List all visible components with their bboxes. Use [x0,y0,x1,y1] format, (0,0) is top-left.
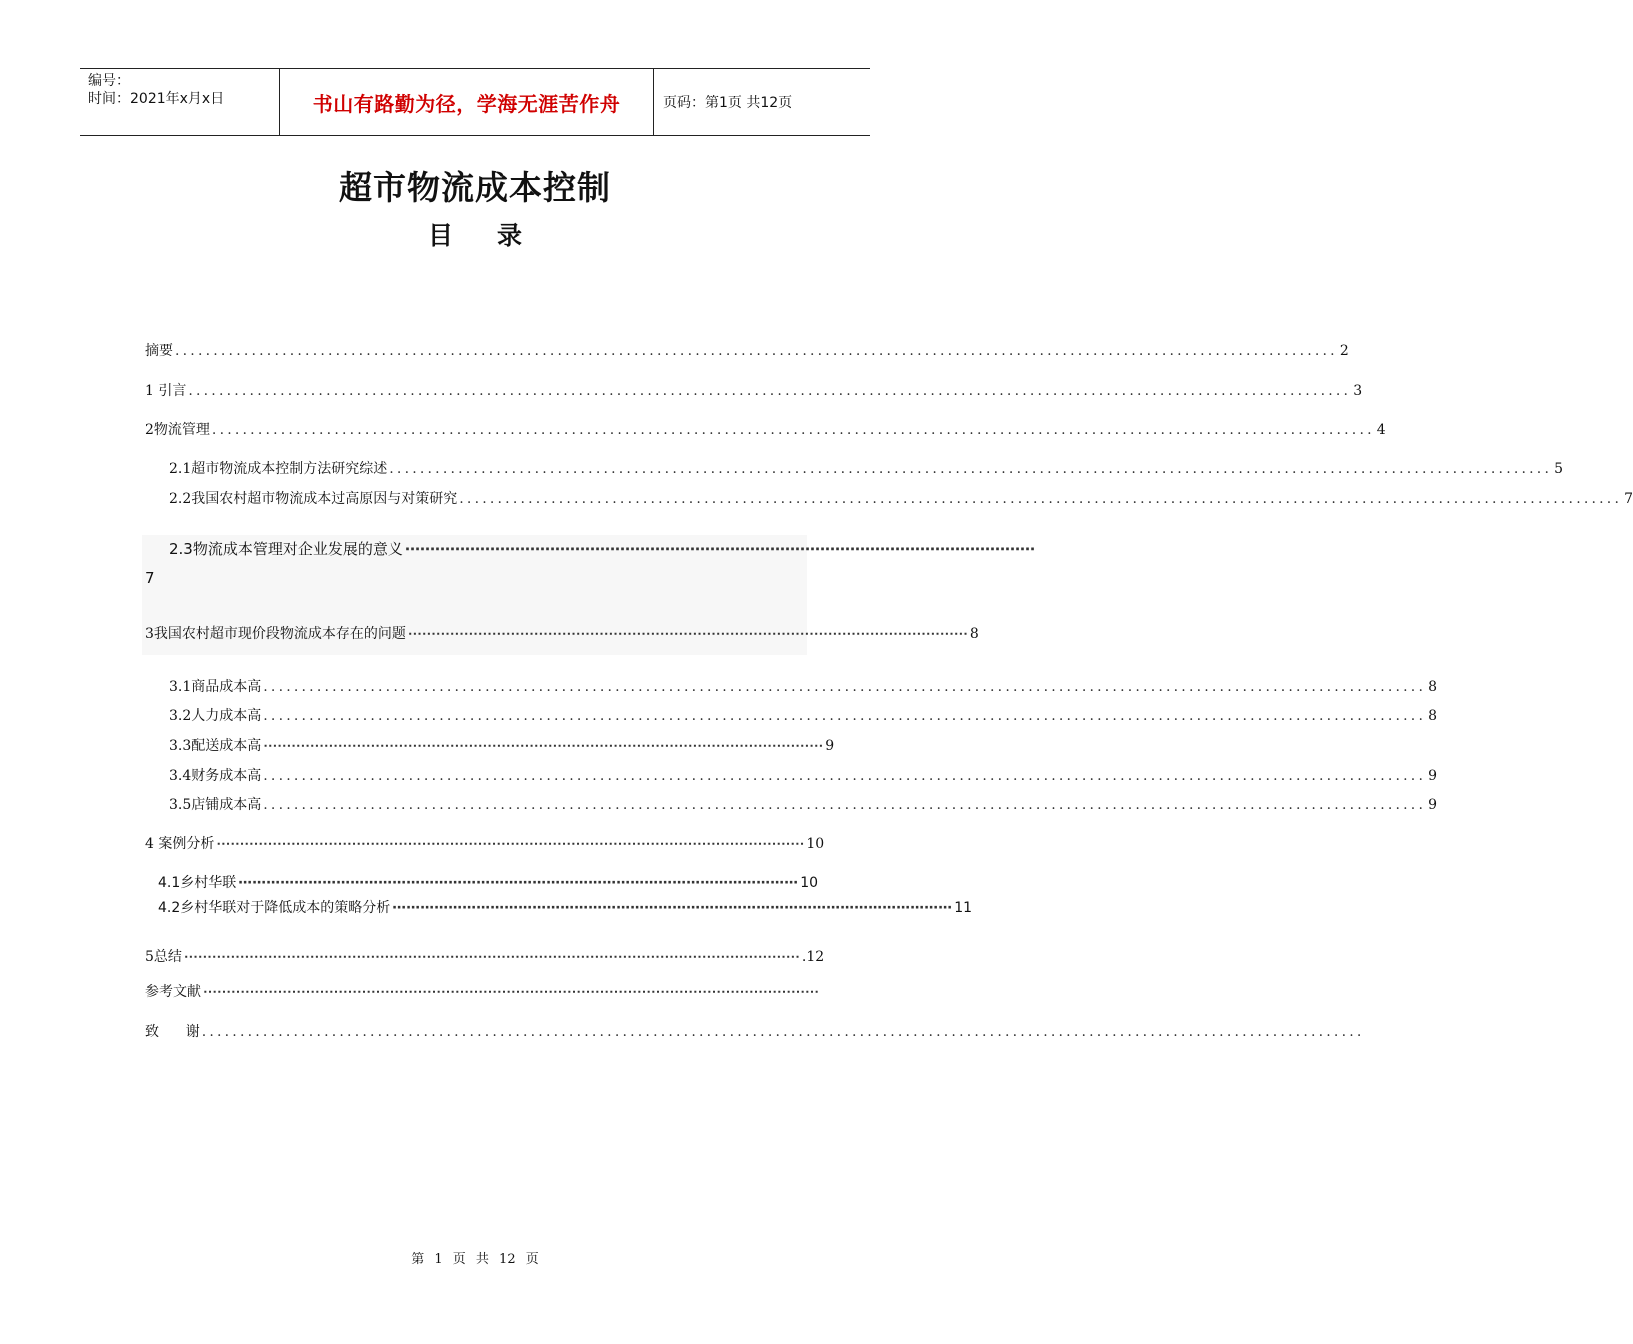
toc-entry-page: 3 [1353,383,1363,399]
document-title: 超市物流成本控制 [339,168,611,207]
toc-entry-label: 2.3物流成本管理对企业发展的意义 [169,540,403,558]
toc-entry-references[interactable] [145,981,819,1001]
header-page-info: 页码：第1页 共12页 [663,95,793,111]
toc-leader: ⋯⋯⋯⋯⋯⋯⋯⋯⋯⋯⋯⋯⋯⋯⋯⋯⋯⋯⋯⋯⋯⋯⋯⋯⋯⋯⋯⋯⋯⋯⋯⋯⋯⋯⋯⋯⋯⋯⋯⋯⋯⋯ [216,836,805,852]
toc-entry-label: 3.3配送成本高 [169,738,262,754]
toc-leader: ........................................................................................................................................................ [175,343,1338,359]
toc-entry-3-5[interactable] [169,794,1438,814]
toc-leader: ⋯⋯⋯⋯⋯⋯⋯⋯⋯⋯⋯⋯⋯⋯⋯⋯⋯⋯⋯⋯⋯⋯⋯⋯⋯⋯⋯⋯⋯⋯⋯⋯⋯⋯⋯⋯⋯⋯⋯⋯ [407,626,968,642]
toc-entry-label: 4.2乡村华联对于降低成本的策略分析 [158,900,391,916]
document-time-label: 时间：2021年x月x日 [88,91,225,107]
toc-leader: ........................................................................................................................................................ [211,422,1375,438]
toc-entry-page: 5 [1554,461,1564,477]
toc-entry-label: 2.2我国农村超市物流成本过高原因与对策研究 [169,491,458,507]
toc-entry-page: 11 [954,900,973,916]
toc-entry-page: 9 [1428,768,1438,784]
toc-leader: ........................................................................................................................................................ [188,383,1352,399]
toc-entry-2-3-page: 7 [145,569,155,587]
toc-entry-label: 3.2人力成本高 [169,708,262,724]
header-motto: 书山有路勤为径，学海无涯苦作舟 [280,69,654,135]
toc-leader: ........................................................................................................................................................ [201,1024,1365,1040]
toc-entry-page: 10 [806,836,825,852]
toc-leader: ........................................................................................................................................................ [459,491,1623,507]
document-number-label: 编号： [88,73,130,89]
toc-entry-label: 3.1商品成本高 [169,679,262,695]
toc-entry-2-1[interactable] [169,458,1564,478]
toc-entry-label: 1 引言 [145,383,187,399]
toc-entry-page: 10 [800,875,819,891]
toc-leader: ⋯⋯⋯⋯⋯⋯⋯⋯⋯⋯⋯⋯⋯⋯⋯⋯⋯⋯⋯⋯⋯⋯⋯⋯⋯⋯⋯⋯⋯⋯⋯⋯⋯⋯⋯⋯⋯⋯⋯⋯ [392,900,953,916]
toc-entry-summary[interactable] [145,946,825,966]
toc-entry-acknowledgements[interactable] [145,1021,1365,1041]
toc-leader: ⋯⋯⋯⋯⋯⋯⋯⋯⋯⋯⋯⋯⋯⋯⋯⋯⋯⋯⋯⋯⋯⋯⋯⋯⋯⋯⋯⋯⋯⋯⋯⋯⋯⋯⋯⋯⋯⋯⋯⋯⋯⋯⋯⋯ [183,949,800,965]
toc-entry-logistics-management[interactable] [145,419,1386,439]
toc-leader: ........................................................................................................................................................ [389,461,1553,477]
toc-entry-label: 3.4财务成本高 [169,768,262,784]
toc-entry-3-3[interactable] [169,735,835,755]
toc-entry-label: 3.5店铺成本高 [169,797,262,813]
toc-leader: ⋯⋯⋯⋯⋯⋯⋯⋯⋯⋯⋯⋯⋯⋯⋯⋯⋯⋯⋯⋯⋯⋯⋯⋯⋯⋯⋯⋯⋯⋯⋯⋯⋯⋯⋯⋯⋯⋯⋯⋯ [263,738,824,754]
toc-leader: ⋯⋯⋯⋯⋯⋯⋯⋯⋯⋯⋯⋯⋯⋯⋯⋯⋯⋯⋯⋯⋯⋯⋯⋯⋯⋯⋯⋯⋯⋯⋯⋯⋯⋯⋯⋯⋯⋯⋯⋯ [238,875,799,891]
header-meta [80,69,280,135]
toc-entry-label: 5总结 [145,949,182,965]
toc-entry-page: 9 [825,738,835,754]
toc-entry-page: 8 [1428,679,1438,695]
toc-entry-4-2[interactable] [158,897,973,917]
toc-entry-page: 9 [1428,797,1438,813]
toc-entry-page: 4 [1376,422,1386,438]
page-footer: 第 1 页 共 12 页 [411,1252,539,1267]
toc-entry-3-4[interactable] [169,765,1438,785]
toc-entry-label: 4 案例分析 [145,836,215,852]
toc-entry-abstract[interactable] [145,340,1349,360]
toc-entry-page: 2 [1339,343,1349,359]
toc-leader: ⋯⋯⋯⋯⋯⋯⋯⋯⋯⋯⋯⋯⋯⋯⋯⋯⋯⋯⋯⋯⋯⋯⋯⋯⋯⋯⋯⋯⋯⋯⋯⋯⋯⋯⋯⋯⋯⋯⋯⋯⋯⋯⋯⋯ [203,984,819,1000]
toc-leader: ........................................................................................................................................................ [263,679,1427,695]
toc-entry-2-2[interactable] [169,488,1633,508]
toc-leader: ........................................................................................................................................................ [263,797,1427,813]
toc-entry-label: 摘要 [145,343,173,359]
toc-entry-4-1[interactable] [158,872,819,892]
toc-leader: ........................................................................................................................................................ [263,768,1427,784]
toc-entry-label: 3我国农村超市现价段物流成本存在的问题 [145,626,406,642]
toc-leader: ⋯⋯⋯⋯⋯⋯⋯⋯⋯⋯⋯⋯⋯⋯⋯⋯⋯⋯⋯⋯⋯⋯⋯⋯⋯⋯⋯⋯⋯⋯⋯⋯⋯⋯⋯⋯⋯⋯⋯⋯⋯⋯ [404,540,1035,558]
toc-entry-2-3[interactable] [169,538,1035,559]
toc-entry-label: 参考文献 [145,984,201,1000]
toc-entry-chapter-3[interactable] [145,623,979,643]
toc-leader: ........................................................................................................................................................ [263,708,1427,724]
toc-entry-page: 8 [1428,708,1438,724]
toc-heading: 目录 [427,221,566,250]
toc-entry-page: 7 [1624,491,1633,507]
page-header [80,68,870,136]
toc-entry-introduction[interactable] [145,380,1363,400]
toc-entry-page: 8 [969,626,979,642]
toc-entry-3-2[interactable] [169,705,1438,725]
toc-entry-label: 4.1乡村华联 [158,875,237,891]
toc-entry-label: 2物流管理 [145,422,210,438]
toc-entry-3-1[interactable] [169,676,1438,696]
toc-entry-label: 致 谢 [145,1024,200,1040]
toc-entry-page: .12 [801,949,825,965]
toc-entry-label: 2.1超市物流成本控制方法研究综述 [169,461,388,477]
toc-entry-case-analysis[interactable] [145,833,825,853]
